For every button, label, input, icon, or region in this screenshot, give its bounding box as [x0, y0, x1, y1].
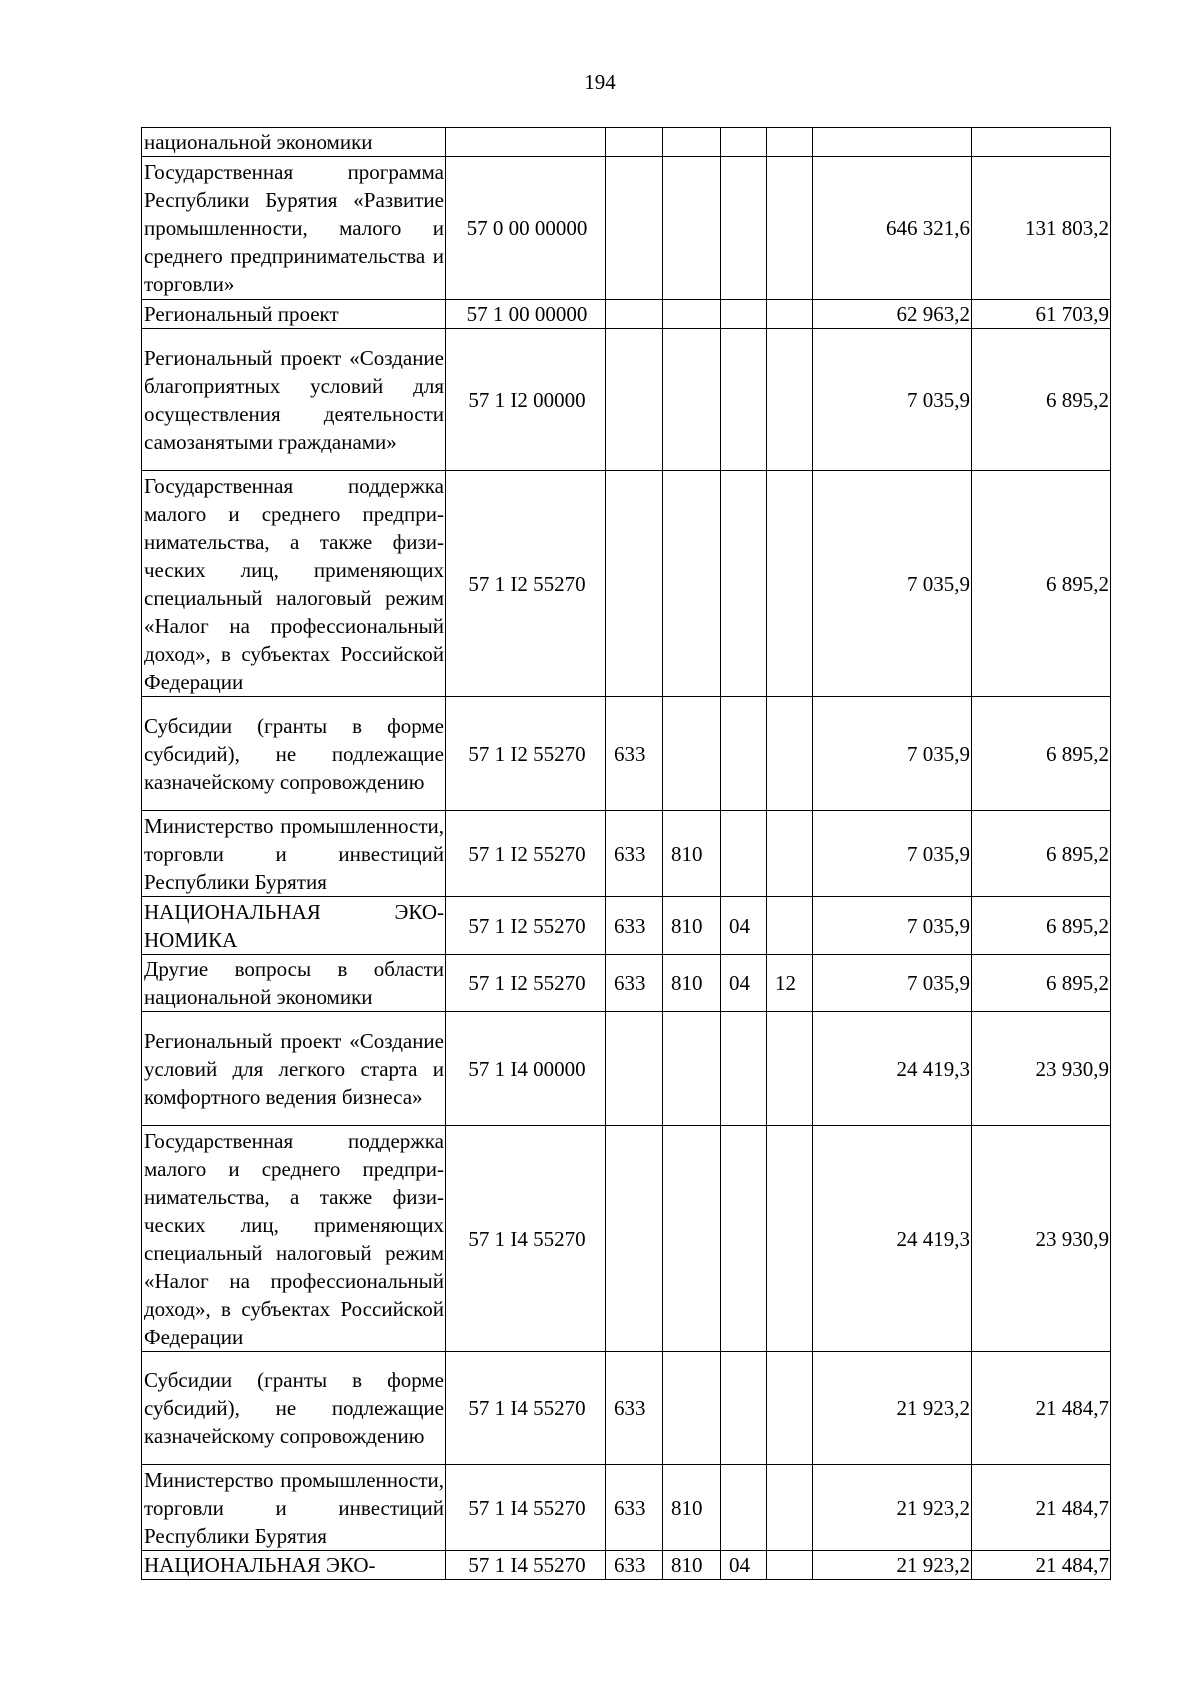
- amount-year-2: 21 484,7: [972, 1352, 1111, 1465]
- amount-year-1: 646 321,6: [813, 157, 972, 300]
- item-name: НАЦИОНАЛЬНАЯ ЭКО-: [142, 1551, 446, 1580]
- budget-table: [141, 127, 1111, 1580]
- expense-type-code: [767, 1012, 813, 1126]
- expense-type-code: [767, 329, 813, 471]
- department-code: 633: [606, 1465, 663, 1551]
- page-number: 194: [584, 70, 616, 94]
- amount-year-2: 61 703,9: [972, 300, 1111, 329]
- amount-year-2: 6 895,2: [972, 811, 1111, 897]
- item-name: Государственная программа Республики Бурятия «Развитие промышленности, малого и среднего предпринимательства и торговли»: [142, 157, 446, 300]
- item-name: Министерство промышленности, торговли и инвестиций Республики Бурятия: [142, 811, 446, 897]
- subsection-code: [721, 128, 767, 157]
- amount-year-1: 7 035,9: [813, 897, 972, 955]
- section-code: [663, 471, 721, 697]
- item-name: Министерство промышленности, торговли и инвестиций Республики Бурятия: [142, 1465, 446, 1551]
- section-code: 810: [663, 955, 721, 1012]
- subsection-code: [721, 1012, 767, 1126]
- amount-year-2: 6 895,2: [972, 471, 1111, 697]
- item-name: Государственная поддержка малого и среднего предпринимательства, а также физических лиц, применяющих специальный налоговый режим «Налог на профессиональный доход», в субъектах Российской Федерации: [142, 1126, 446, 1352]
- subsection-code: 04: [721, 1551, 767, 1580]
- expense-type-code: 12: [767, 955, 813, 1012]
- table-row: [142, 300, 1111, 329]
- department-code: [606, 1126, 663, 1352]
- subsection-code: [721, 157, 767, 300]
- target-code: 57 1 I2 55270: [446, 811, 606, 897]
- table-row: [142, 1551, 1111, 1580]
- amount-year-1: 21 923,2: [813, 1352, 972, 1465]
- table-row: [142, 128, 1111, 157]
- expense-type-code: [767, 1465, 813, 1551]
- amount-year-2: 23 930,9: [972, 1012, 1111, 1126]
- amount-year-2: 23 930,9: [972, 1126, 1111, 1352]
- target-code: 57 1 I4 55270: [446, 1126, 606, 1352]
- section-code: [663, 157, 721, 300]
- subsection-code: [721, 300, 767, 329]
- target-code: 57 1 I4 00000: [446, 1012, 606, 1126]
- subsection-code: [721, 1352, 767, 1465]
- amount-year-1: 7 035,9: [813, 697, 972, 811]
- amount-year-2: [972, 128, 1111, 157]
- target-code: 57 1 00 00000: [446, 300, 606, 329]
- item-name: Региональный проект «Создание благоприятных условий для осуществления деятельности самозанятыми гражданами»: [142, 329, 446, 471]
- table-row: [142, 897, 1111, 955]
- section-code: [663, 697, 721, 811]
- amount-year-2: 6 895,2: [972, 697, 1111, 811]
- subsection-code: [721, 1465, 767, 1551]
- item-name: Другие вопросы в области национальной экономики: [142, 955, 446, 1012]
- section-code: [663, 128, 721, 157]
- department-code: [606, 329, 663, 471]
- amount-year-1: [813, 128, 972, 157]
- table-row: [142, 1126, 1111, 1352]
- table-row: [142, 471, 1111, 697]
- table-row: [142, 811, 1111, 897]
- expense-type-code: [767, 897, 813, 955]
- table-row: [142, 955, 1111, 1012]
- expense-type-code: [767, 471, 813, 697]
- target-code: [446, 128, 606, 157]
- department-code: [606, 471, 663, 697]
- section-code: 810: [663, 897, 721, 955]
- amount-year-1: 7 035,9: [813, 955, 972, 1012]
- department-code: 633: [606, 897, 663, 955]
- target-code: 57 0 00 00000: [446, 157, 606, 300]
- amount-year-2: 6 895,2: [972, 897, 1111, 955]
- subsection-code: [721, 697, 767, 811]
- subsection-code: 04: [721, 897, 767, 955]
- target-code: 57 1 I2 00000: [446, 329, 606, 471]
- table-row: [142, 697, 1111, 811]
- item-name: национальной экономики: [142, 128, 446, 157]
- department-code: 633: [606, 1352, 663, 1465]
- target-code: 57 1 I4 55270: [446, 1465, 606, 1551]
- section-code: [663, 1012, 721, 1126]
- expense-type-code: [767, 300, 813, 329]
- amount-year-1: 62 963,2: [813, 300, 972, 329]
- amount-year-1: 21 923,2: [813, 1551, 972, 1580]
- section-code: 810: [663, 811, 721, 897]
- table-row: [142, 1352, 1111, 1465]
- department-code: [606, 1012, 663, 1126]
- table-row: [142, 157, 1111, 300]
- department-code: 633: [606, 697, 663, 811]
- department-code: [606, 157, 663, 300]
- target-code: 57 1 I2 55270: [446, 897, 606, 955]
- table-row: [142, 329, 1111, 471]
- amount-year-2: 6 895,2: [972, 329, 1111, 471]
- section-code: [663, 329, 721, 471]
- section-code: [663, 1352, 721, 1465]
- expense-type-code: [767, 1352, 813, 1465]
- target-code: 57 1 I4 55270: [446, 1551, 606, 1580]
- target-code: 57 1 I2 55270: [446, 471, 606, 697]
- department-code: 633: [606, 955, 663, 1012]
- item-name: Субсидии (гранты в форме субсидий), не подлежащие казначейскому сопровождению: [142, 1352, 446, 1465]
- amount-year-1: 21 923,2: [813, 1465, 972, 1551]
- target-code: 57 1 I2 55270: [446, 697, 606, 811]
- section-code: 810: [663, 1465, 721, 1551]
- item-name: НАЦИОНАЛЬНАЯ ЭКОНОМИКА: [142, 897, 446, 955]
- item-name: Региональный проект «Создание условий для легкого старта и комфортного ведения бизнеса»: [142, 1012, 446, 1126]
- amount-year-1: 7 035,9: [813, 811, 972, 897]
- amount-year-2: 131 803,2: [972, 157, 1111, 300]
- subsection-code: [721, 471, 767, 697]
- table-row: [142, 1465, 1111, 1551]
- target-code: 57 1 I2 55270: [446, 955, 606, 1012]
- table-row: [142, 1012, 1111, 1126]
- section-code: 810: [663, 1551, 721, 1580]
- amount-year-2: 6 895,2: [972, 955, 1111, 1012]
- subsection-code: [721, 1126, 767, 1352]
- amount-year-2: 21 484,7: [972, 1465, 1111, 1551]
- subsection-code: 04: [721, 955, 767, 1012]
- item-name: Государственная поддержка малого и среднего предпринимательства, а также физических лиц, применяющих специальный налоговый режим «Налог на профессиональный доход», в субъектах Российской Федерации: [142, 471, 446, 697]
- target-code: 57 1 I4 55270: [446, 1352, 606, 1465]
- expense-type-code: [767, 1551, 813, 1580]
- department-code: 633: [606, 1551, 663, 1580]
- department-code: 633: [606, 811, 663, 897]
- subsection-code: [721, 811, 767, 897]
- amount-year-1: 24 419,3: [813, 1126, 972, 1352]
- item-name: Субсидии (гранты в форме субсидий), не подлежащие казначейскому сопровождению: [142, 697, 446, 811]
- department-code: [606, 300, 663, 329]
- section-code: [663, 1126, 721, 1352]
- expense-type-code: [767, 128, 813, 157]
- amount-year-1: 7 035,9: [813, 329, 972, 471]
- expense-type-code: [767, 697, 813, 811]
- item-name: Региональный проект: [142, 300, 446, 329]
- subsection-code: [721, 329, 767, 471]
- amount-year-1: 24 419,3: [813, 1012, 972, 1126]
- department-code: [606, 128, 663, 157]
- amount-year-1: 7 035,9: [813, 471, 972, 697]
- table-body: [142, 128, 1111, 1580]
- expense-type-code: [767, 157, 813, 300]
- expense-type-code: [767, 811, 813, 897]
- section-code: [663, 300, 721, 329]
- expense-type-code: [767, 1126, 813, 1352]
- amount-year-2: 21 484,7: [972, 1551, 1111, 1580]
